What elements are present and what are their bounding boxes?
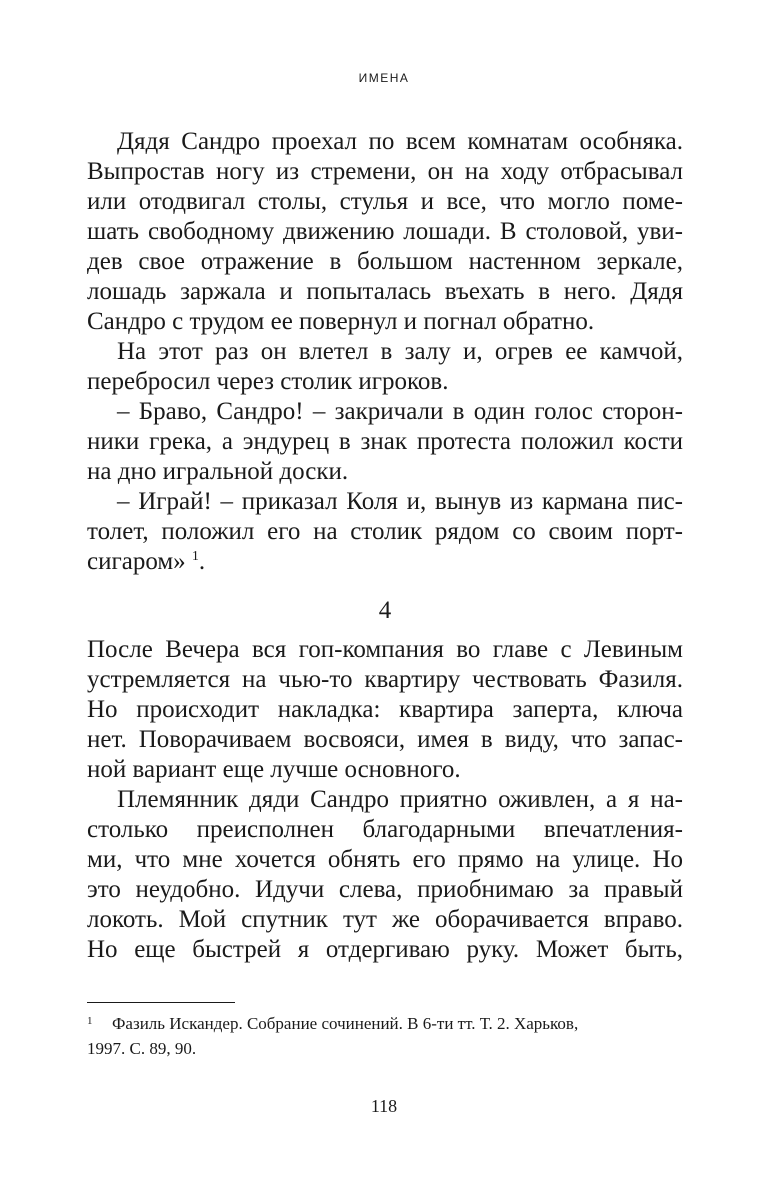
text-line: столько преисполнен благодарными впечатления- bbox=[87, 816, 683, 843]
text-line: локоть. Мой спутник тут же оборачивается вправо. bbox=[87, 906, 683, 933]
footnote-text: Фазиль Искандер. Собрание сочинений. В 6-ти тт. Т. 2. Харьков, bbox=[112, 1014, 579, 1033]
text-line: На этот раз он влетел в залу и, огрев ее камчой, bbox=[117, 338, 683, 365]
text-line: – Браво, Сандро! – закричали в один голос сторон- bbox=[117, 398, 683, 425]
running-header: ИМЕНА bbox=[358, 71, 410, 85]
text-line: дев свое отражение в большом настенном зеркале, bbox=[87, 248, 683, 275]
text-line: Дядя Сандро проехал по всем комнатам особняка. bbox=[117, 128, 683, 155]
text-line: После Вечера вся гоп-компания во главе с Левиным bbox=[87, 636, 683, 663]
text-line: или отодвигал столы, стулья и все, что могло поме- bbox=[87, 188, 683, 215]
text-line: ной вариант еще лучше основного. bbox=[87, 756, 461, 783]
section-number: 4 bbox=[378, 597, 392, 624]
main-text bbox=[87, 127, 683, 965]
text-line: перебросил через столик игроков. bbox=[87, 368, 449, 395]
text-line: Племянник дяди Сандро приятно оживлен, а я на- bbox=[117, 786, 683, 813]
text-line: это неудобно. Идучи слева, приобнимаю за правый bbox=[87, 876, 683, 903]
text-line bbox=[87, 547, 683, 577]
text-line: лошадь заржала и попыталась въехать в него. Дядя bbox=[87, 278, 683, 305]
text-line: нет. Поворачиваем восвояси, имея в виду, что запас- bbox=[87, 726, 683, 753]
text-line: устремляется на чью-то квартиру чествовать Фазиля. bbox=[87, 666, 683, 693]
text-fragment: сигаром» bbox=[87, 548, 192, 575]
text-line: Выпростав ногу из стремени, он на ходу отбрасывал bbox=[87, 158, 683, 185]
text-fragment: . bbox=[198, 548, 206, 575]
footnote bbox=[87, 1009, 683, 1061]
paragraph bbox=[87, 635, 683, 785]
footnote-reference[interactable]: 1 bbox=[191, 549, 199, 564]
text-line: Сандро с трудом ее повернул и погнал обратно. bbox=[87, 308, 595, 335]
footnote-line bbox=[87, 1009, 683, 1036]
paragraph bbox=[87, 397, 683, 487]
text-line: ники грека, а эндурец в знак протеста положил кости bbox=[87, 428, 683, 455]
text-line: толет, положил его на столик рядом со своим порт- bbox=[87, 518, 683, 545]
page-number: 118 bbox=[370, 1096, 398, 1116]
paragraph bbox=[87, 487, 683, 577]
footnote-divider bbox=[87, 1002, 235, 1003]
text-line: Но происходит накладка: квартира заперта, ключа bbox=[87, 696, 683, 723]
footnote-mark: 1 bbox=[87, 1015, 93, 1027]
text-line: шать свободному движению лошади. В столовой, уви- bbox=[87, 218, 683, 245]
paragraph bbox=[87, 337, 683, 397]
paragraph bbox=[87, 785, 683, 965]
text-line: Но еще быстрей я отдергиваю руку. Может быть, bbox=[87, 936, 683, 963]
footnote-line: 1997. С. 89, 90. bbox=[87, 1039, 197, 1058]
paragraph bbox=[87, 127, 683, 337]
text-line: – Играй! – приказал Коля и, вынув из кармана пис- bbox=[117, 488, 683, 515]
text-line: на дно игральной доски. bbox=[87, 458, 349, 485]
text-line: ми, что мне хочется обнять его прямо на улице. Но bbox=[87, 846, 683, 873]
